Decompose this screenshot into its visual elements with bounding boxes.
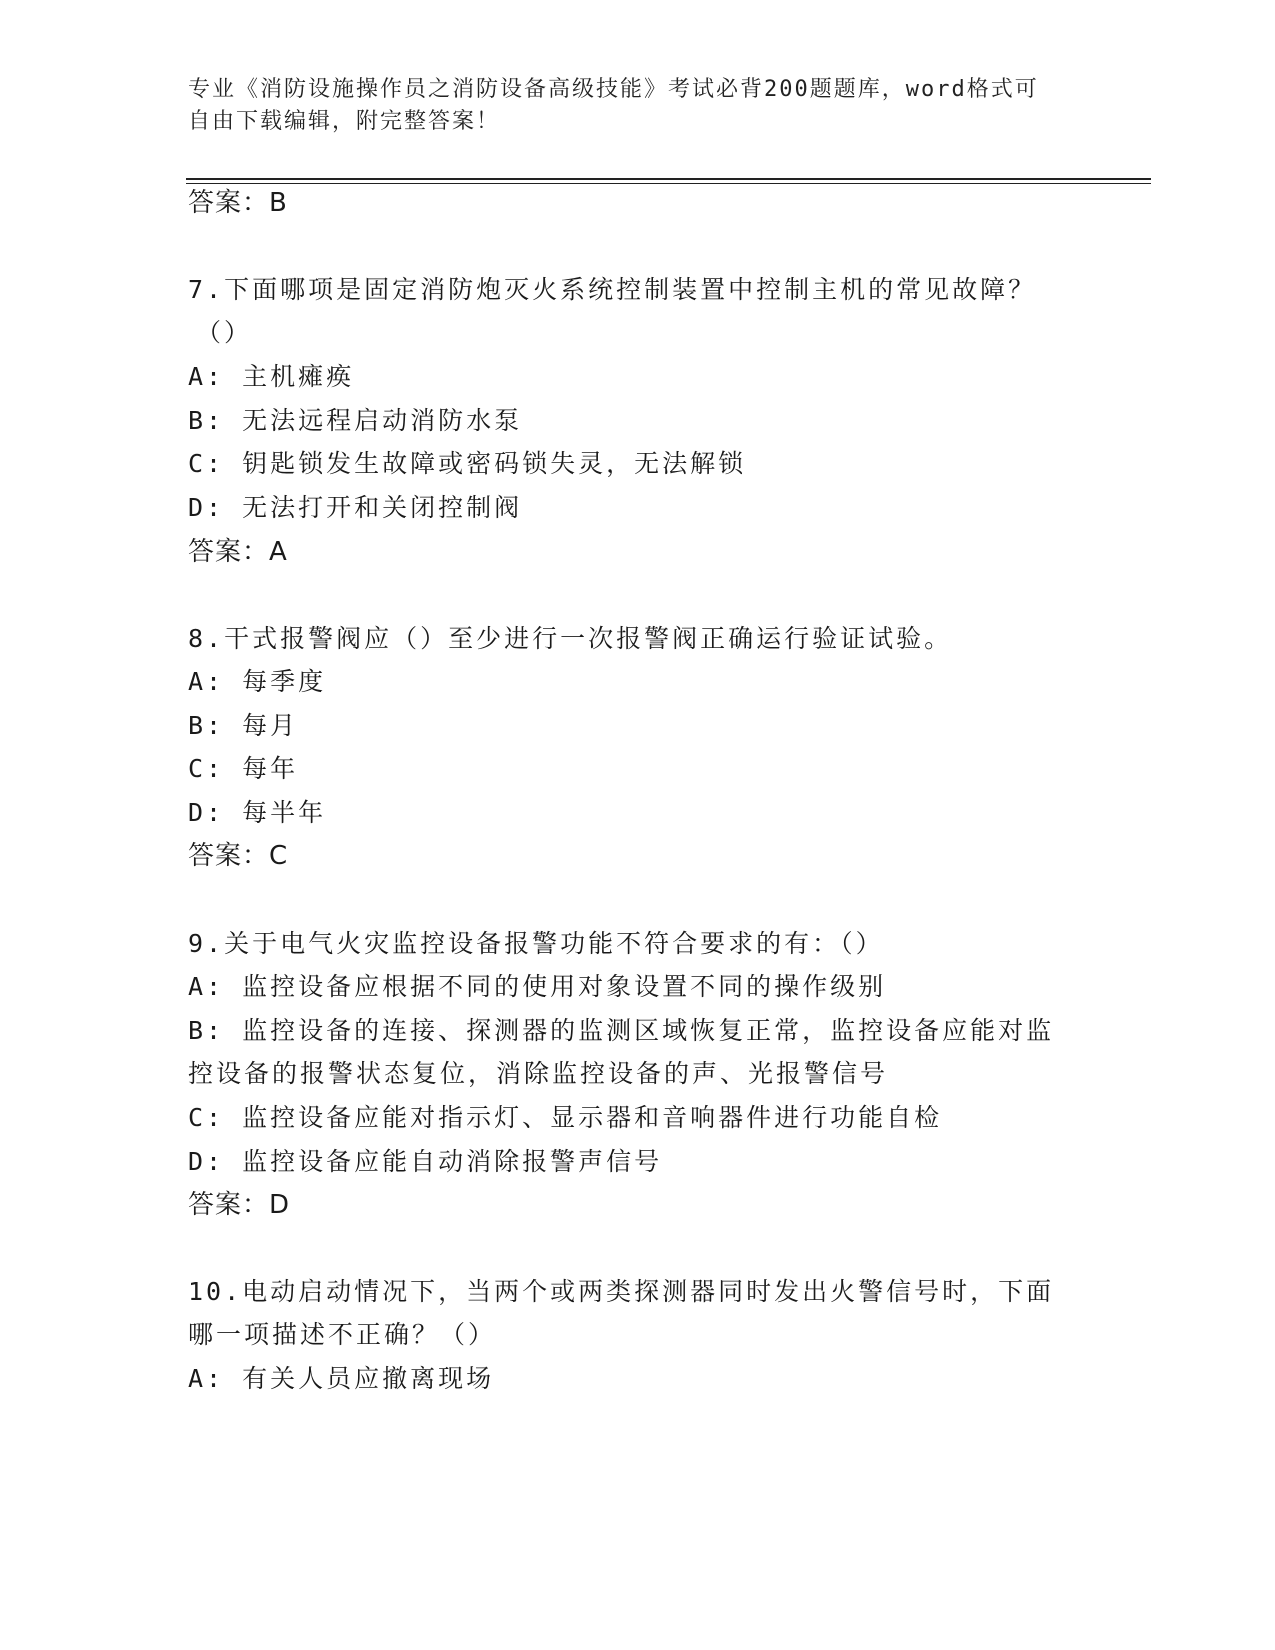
question-8-answer: 答案：C [188, 841, 289, 871]
question-7-text: 7.下面哪项是固定消防炮灭火系统控制装置中控制主机的常见故障？ [188, 275, 1037, 304]
question-9-text: 9.关于电气火灾监控设备报警功能不符合要求的有：（） [188, 929, 884, 958]
question-10-text-line-1: 10.电动启动情况下，当两个或两类探测器同时发出火警信号时，下面 [188, 1277, 1055, 1306]
question-9-option-b-line-1: B: 监控设备的连接、探测器的监测区域恢复正常，监控设备应能对监 [188, 1016, 1055, 1045]
question-7-blank: （） [196, 318, 253, 347]
question-7-option-c: C: 钥匙锁发生故障或密码锁失灵，无法解锁 [188, 449, 747, 478]
question-8-option-c: C: 每年 [188, 754, 299, 783]
header-line-1: 专业《消防设施操作员之消防设备高级技能》考试必背200题题库，word格式可 [188, 77, 1039, 102]
question-9-option-b-line-2: 控设备的报警状态复位，消除监控设备的声、光报警信号 [188, 1059, 889, 1088]
header-divider-thin [186, 183, 1151, 184]
question-7-option-a: A: 主机瘫痪 [188, 362, 355, 391]
header-divider-thick [186, 178, 1151, 180]
question-9-option-a: A: 监控设备应根据不同的使用对象设置不同的操作级别 [188, 972, 887, 1001]
document-header [188, 74, 1088, 138]
question-8-text: 8.干式报警阀应（）至少进行一次报警阀正确运行验证试验。 [188, 624, 953, 653]
answer-previous: 答案：B [188, 188, 288, 218]
question-9-option-d: D: 监控设备应能自动消除报警声信号 [188, 1147, 663, 1176]
question-10-option-a: A: 有关人员应撤离现场 [188, 1364, 495, 1393]
question-7-option-b: B: 无法远程启动消防水泵 [188, 406, 523, 435]
question-7-option-d: D: 无法打开和关闭控制阀 [188, 493, 523, 522]
question-9-answer: 答案：D [188, 1190, 291, 1220]
question-9-option-c: C: 监控设备应能对指示灯、显示器和音响器件进行功能自检 [188, 1103, 943, 1132]
question-7-answer: 答案：A [188, 537, 288, 567]
question-8-option-b: B: 每月 [188, 711, 299, 740]
question-8-option-a: A: 每季度 [188, 667, 327, 696]
header-line-2: 自由下载编辑，附完整答案！ [188, 109, 501, 134]
question-8-option-d: D: 每半年 [188, 798, 327, 827]
question-10-text-line-2: 哪一项描述不正确？（） [188, 1320, 497, 1349]
